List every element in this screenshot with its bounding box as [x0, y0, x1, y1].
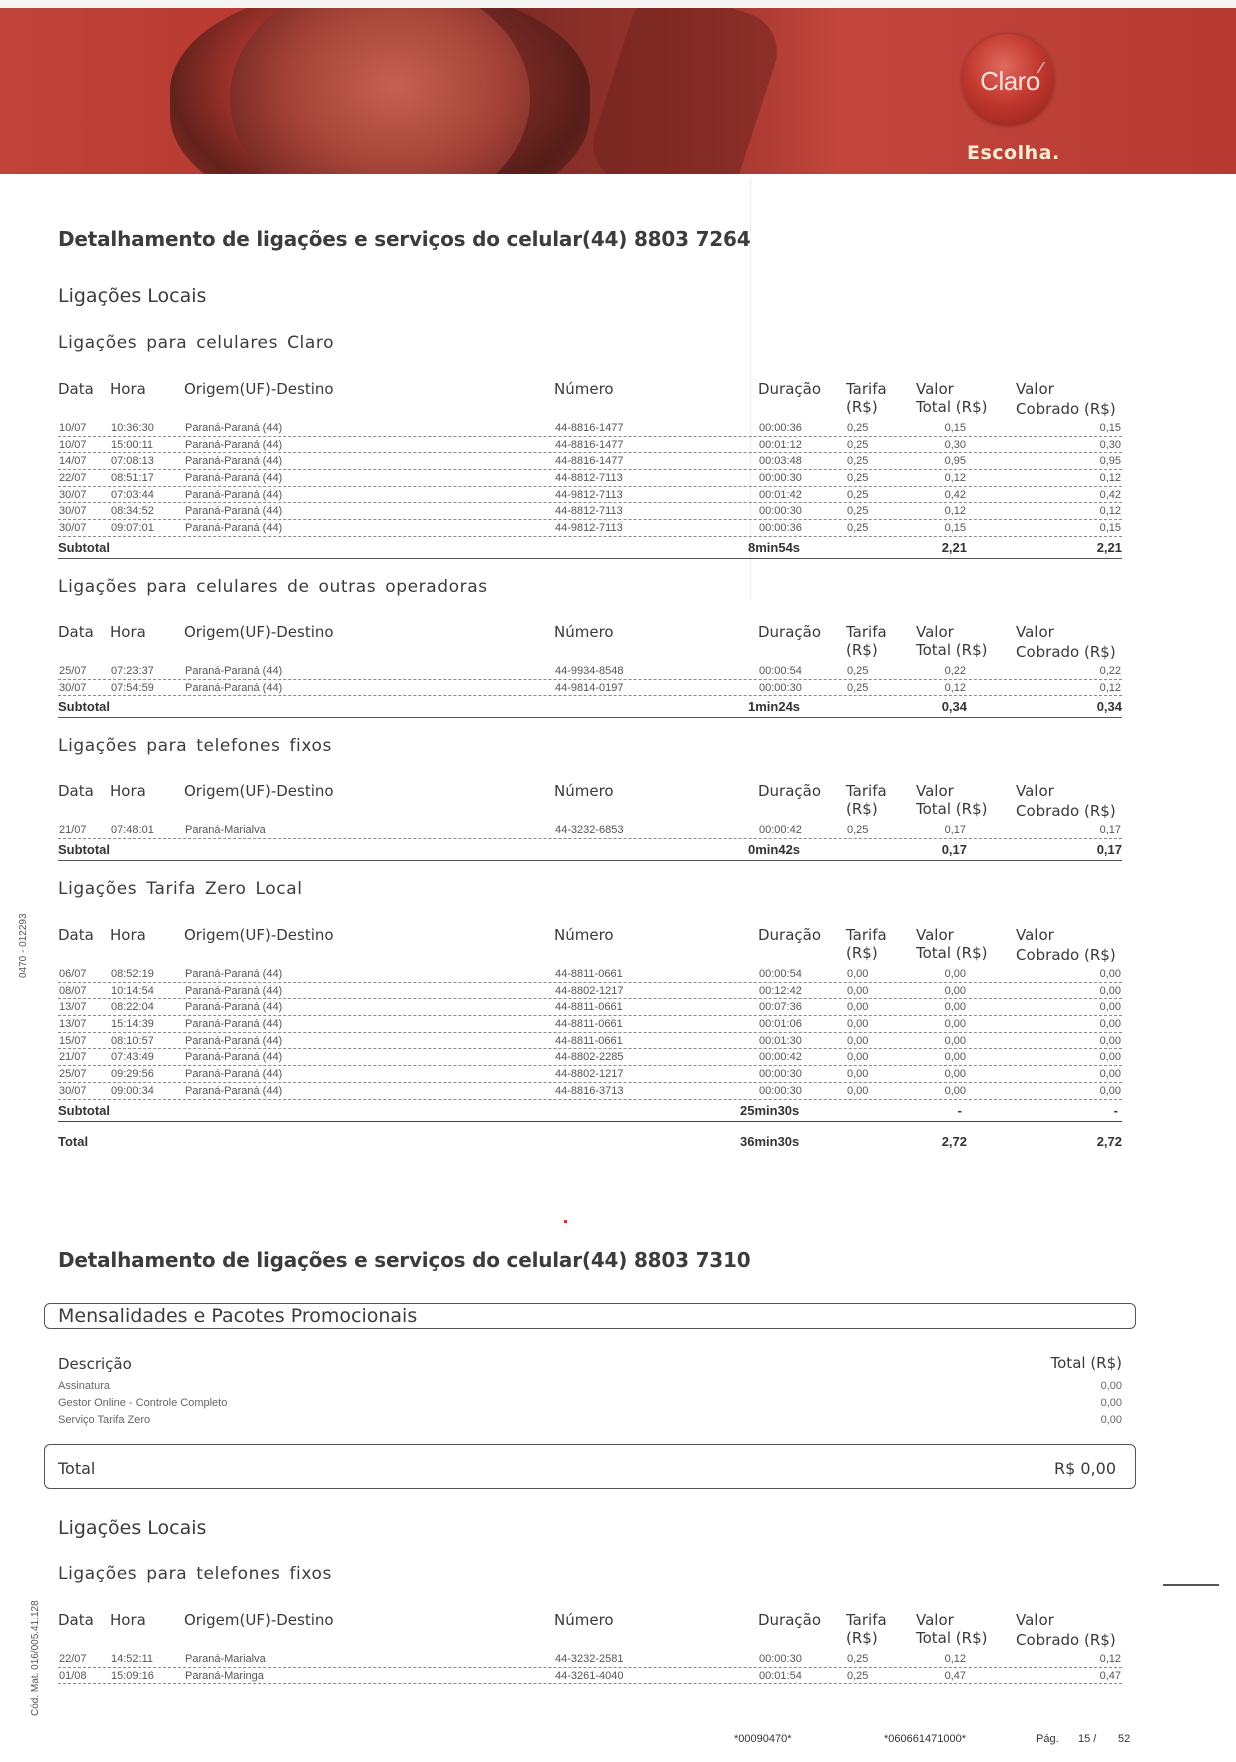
cell-valor_total: 0,22: [944, 665, 966, 677]
table-row: [58, 1033, 1122, 1050]
table-row: [58, 487, 1122, 504]
cell-hora: 15:14:39: [111, 1018, 154, 1031]
cell-data: 13/07: [59, 1001, 87, 1014]
banner-tagline: Escolha.: [967, 142, 1060, 164]
cell-data: 30/07: [59, 1084, 87, 1097]
subtotal-row: Subtotal 1min24s 0,34 0,34: [58, 696, 1122, 718]
cell-numero: 44-8802-1217: [555, 1068, 624, 1081]
cell-valor_cobrado: 0,47: [1099, 1669, 1121, 1682]
section-title: Ligações para telefones fixos: [58, 736, 332, 756]
cell-valor_cobrado: 0,00: [1099, 968, 1121, 980]
claro-rays-icon: ⁄: [1040, 60, 1043, 77]
cell-data: 06/07: [59, 968, 87, 980]
cell-numero: 44-8816-3713: [555, 1084, 624, 1097]
cell-valor_total: 0,47: [944, 1669, 966, 1682]
table-row: [58, 503, 1122, 520]
rows: [58, 663, 1122, 696]
cell-duracao: 00:00:30: [759, 1653, 802, 1665]
subtotal-row: Subtotal 8min54s 2,21 2,21: [58, 537, 1122, 559]
cell-origem: Paraná-Paraná (44): [185, 1034, 283, 1047]
col-tarifa: Tarifa (R$): [846, 380, 887, 416]
rows: [58, 420, 1122, 537]
cell-tarifa: 0,00: [847, 1018, 869, 1031]
margin-code-top: 0470 - 012293: [18, 913, 29, 978]
cell-numero: 44-8816-1477: [555, 422, 624, 434]
cell-duracao: 00:12:42: [759, 984, 802, 997]
cell-origem: Paraná-Paraná (44): [185, 505, 283, 518]
cell-duracao: 00:00:42: [759, 824, 802, 836]
cell-tarifa: 0,25: [847, 1653, 869, 1665]
cell-valor_cobrado: 0,00: [1099, 1051, 1121, 1064]
cell-numero: 44-3232-6853: [555, 824, 624, 836]
cell-valor_total: 0,00: [944, 1084, 966, 1097]
cell-valor_cobrado: 0,15: [1099, 522, 1121, 535]
account1-title: Detalhamento de ligações e serviços do celular(44) 8803 7264: [58, 227, 751, 251]
margin-line: [1163, 1584, 1219, 1586]
cell-numero: 44-9812-7113: [555, 522, 623, 535]
cell-tarifa: 0,25: [847, 422, 869, 434]
cell-origem: Paraná-Paraná (44): [185, 1084, 283, 1097]
cell-duracao: 00:01:06: [759, 1018, 802, 1031]
cell-valor_total: 0,12: [944, 472, 966, 485]
cell-data: 10/07: [59, 422, 87, 434]
cell-duracao: 00:00:54: [759, 665, 802, 677]
cell-valor_total: 0,00: [944, 1034, 966, 1047]
claro-banner: [0, 8, 1236, 174]
calls-table-fixos-2: [58, 1611, 1122, 1684]
cell-data: 30/07: [59, 681, 87, 694]
cell-duracao: 00:00:30: [759, 1068, 802, 1081]
table-header: Data Hora Origem(UF)-Destino Número Duração Tarifa (R$) Valor Total (R$) Valor Cobrado (R$): [58, 1611, 1116, 1649]
cell-origem: Paraná-Paraná (44): [185, 472, 283, 485]
cell-duracao: 00:00:42: [759, 1051, 802, 1064]
banner-photo-arm: [583, 8, 787, 174]
table-row: [58, 520, 1122, 537]
cell-tarifa: 0,25: [847, 472, 869, 485]
cell-origem: Paraná-Paraná (44): [185, 422, 283, 434]
cell-hora: 15:09:16: [111, 1669, 154, 1682]
col-origem: Origem(UF)-Destino: [184, 380, 334, 398]
cell-tarifa: 0,25: [847, 455, 869, 468]
rows: [58, 1651, 1122, 1684]
cell-hora: 07:54:59: [111, 681, 154, 694]
cell-data: 22/07: [59, 1653, 87, 1665]
table-row: [58, 1083, 1122, 1100]
cell-numero: 44-8811-0661: [555, 968, 623, 980]
cell-data: 21/07: [59, 824, 87, 836]
cell-data: 15/07: [59, 1034, 87, 1047]
cell-tarifa: 0,25: [847, 438, 869, 451]
cell-numero: 44-9812-7113: [555, 488, 623, 501]
claro-logo-text: Claro: [980, 66, 1040, 96]
table-header: Data Hora Origem(UF)-Destino Número Duração Tarifa (R$) Valor Total (R$) Valor Cobrado (R$): [58, 926, 1116, 964]
cell-duracao: 00:00:36: [759, 422, 802, 434]
col-valor-cobrado: Valor Cobrado (R$): [1016, 380, 1116, 418]
cell-hora: 07:08:13: [111, 455, 154, 468]
cell-hora: 07:48:01: [111, 824, 154, 836]
cell-valor_cobrado: 0,12: [1099, 681, 1121, 694]
mensalidades-total-label: Total: [58, 1459, 96, 1478]
cell-tarifa: 0,25: [847, 824, 869, 836]
cell-valor_total: 0,00: [944, 968, 966, 980]
cell-origem: Paraná-Paraná (44): [185, 984, 283, 997]
calls-table-claro: [58, 380, 1122, 559]
cell-numero: 44-8811-0661: [555, 1034, 623, 1047]
cell-hora: 10:36:30: [111, 422, 154, 434]
cell-valor_cobrado: 0,00: [1099, 1068, 1121, 1081]
cell-hora: 09:29:56: [111, 1068, 154, 1081]
calls-table-outras: [58, 623, 1122, 718]
col-descricao: Descrição: [58, 1355, 132, 1373]
mensalidades-total-value: R$ 0,00: [1053, 1459, 1116, 1478]
cell-origem: Paraná-Paraná (44): [185, 1051, 283, 1064]
footer-code-1: *00090470*: [734, 1733, 792, 1745]
cell-valor_total: 0,15: [944, 422, 966, 434]
cell-valor_cobrado: 0,17: [1099, 824, 1121, 836]
cell-origem: Paraná-Paraná (44): [185, 522, 283, 535]
col-data: Data: [58, 380, 94, 398]
cell-hora: 07:43:49: [111, 1051, 154, 1064]
cell-duracao: 00:01:30: [759, 1034, 802, 1047]
cell-numero: 44-8802-2285: [555, 1051, 624, 1064]
col-duracao: Duração: [758, 380, 822, 398]
cell-tarifa: 0,00: [847, 1084, 869, 1097]
cell-valor_total: 0,15: [944, 522, 966, 535]
cell-tarifa: 0,00: [847, 1001, 869, 1014]
cell-valor_total: 0,30: [944, 438, 966, 451]
cell-valor_cobrado: 0,42: [1099, 488, 1121, 501]
cell-valor_cobrado: 0,12: [1099, 1653, 1121, 1665]
cell-origem: Paraná-Paraná (44): [185, 1001, 283, 1014]
cell-duracao: 00:00:30: [759, 505, 802, 518]
cell-valor_total: 0,00: [944, 984, 966, 997]
calls-table-fixos: [58, 782, 1122, 861]
table-row: [58, 1668, 1122, 1685]
section-title: Ligações para celulares de outras operadoras: [58, 577, 488, 597]
rows: [58, 966, 1122, 1100]
cell-valor_cobrado: 0,00: [1099, 1001, 1121, 1014]
cell-valor_total: 0,95: [944, 455, 966, 468]
cell-tarifa: 0,00: [847, 968, 869, 980]
page-total: 52: [1118, 1733, 1131, 1745]
cell-valor_total: 0,17: [944, 824, 966, 836]
cell-origem: Paraná-Marialva: [185, 1653, 266, 1665]
cell-valor_total: 0,00: [944, 1018, 966, 1031]
cell-hora: 08:22:04: [111, 1001, 154, 1014]
table-row: [58, 1049, 1122, 1066]
cell-hora: 07:03:44: [111, 488, 154, 501]
cell-hora: 09:00:34: [111, 1084, 154, 1097]
cell-origem: Paraná-Maringa: [185, 1669, 264, 1682]
cell-valor_cobrado: 0,95: [1099, 455, 1121, 468]
cell-duracao: 00:01:42: [759, 488, 802, 501]
cell-tarifa: 0,25: [847, 488, 869, 501]
cell-valor_cobrado: 0,22: [1099, 665, 1121, 677]
cell-origem: Paraná-Paraná (44): [185, 1018, 283, 1031]
mensalidades-title: Mensalidades e Pacotes Promocionais: [58, 1305, 418, 1327]
cell-data: 25/07: [59, 665, 87, 677]
cell-origem: Paraná-Paraná (44): [185, 1068, 283, 1081]
cell-data: 30/07: [59, 488, 87, 501]
cell-valor_total: 0,00: [944, 1051, 966, 1064]
cell-hora: 08:51:17: [111, 472, 154, 485]
cell-tarifa: 0,25: [847, 1669, 869, 1682]
table-row: [58, 453, 1122, 470]
cell-tarifa: 0,25: [847, 681, 869, 694]
cell-numero: 44-8812-7113: [555, 472, 623, 485]
table-row: [58, 663, 1122, 680]
table-row: [58, 983, 1122, 1000]
cell-duracao: 00:00:30: [759, 472, 802, 485]
cell-duracao: 00:03:48: [759, 455, 802, 468]
col-numero: Número: [554, 380, 614, 398]
cell-hora: 07:23:37: [111, 665, 154, 677]
page-label: Pág.: [1036, 1733, 1059, 1745]
cell-origem: Paraná-Paraná (44): [185, 488, 283, 501]
cell-origem: Paraná-Paraná (44): [185, 681, 283, 694]
cell-numero: 44-8811-0661: [555, 1018, 623, 1031]
col-hora: Hora: [110, 380, 146, 398]
col-total: Total (R$): [1050, 1354, 1122, 1372]
cell-numero: 44-8802-1217: [555, 984, 624, 997]
margin-code-bottom: Cód. Mat. 016/005.41.128: [30, 1600, 41, 1716]
cell-data: 01/08: [59, 1669, 87, 1682]
cell-valor_cobrado: 0,00: [1099, 1018, 1121, 1031]
table-header: [58, 380, 1122, 420]
cell-numero: 44-8811-0661: [555, 1001, 623, 1014]
footer-code-2: *060661471000*: [884, 1733, 966, 1745]
cell-tarifa: 0,25: [847, 505, 869, 518]
cell-valor_cobrado: 0,12: [1099, 472, 1121, 485]
table-header: Data Hora Origem(UF)-Destino Número Duração Tarifa (R$) Valor Total (R$) Valor Cobrado (R$): [58, 623, 1116, 661]
cell-hora: 14:52:11: [111, 1653, 154, 1665]
subtotal-row: Subtotal 25min30s - -: [58, 1100, 1122, 1122]
cell-hora: 15:00:11: [111, 438, 154, 451]
cell-numero: 44-8812-7113: [555, 505, 623, 518]
cell-valor_total: 0,00: [944, 1068, 966, 1081]
cell-valor_total: 0,12: [944, 681, 966, 694]
cell-tarifa: 0,25: [847, 665, 869, 677]
cell-origem: Paraná-Paraná (44): [185, 968, 283, 980]
cell-data: 14/07: [59, 455, 87, 468]
cell-data: 10/07: [59, 438, 87, 451]
mensalidade-item: Assinatura 0,00: [58, 1380, 1122, 1392]
cell-valor_cobrado: 0,00: [1099, 1084, 1121, 1097]
cell-hora: 10:14:54: [111, 984, 154, 997]
section-title: Ligações para telefones fixos: [58, 1564, 332, 1584]
cell-numero: 44-9934-8548: [555, 665, 624, 677]
cell-numero: 44-8816-1477: [555, 438, 624, 451]
table-row: [58, 420, 1122, 437]
cell-data: 22/07: [59, 472, 87, 485]
cell-data: 13/07: [59, 1018, 87, 1031]
table-row: [58, 1651, 1122, 1668]
account1-group-title: Ligações Locais: [58, 285, 207, 307]
cell-tarifa: 0,00: [847, 1051, 869, 1064]
cell-duracao: 00:00:36: [759, 522, 802, 535]
cell-duracao: 00:07:36: [759, 1001, 802, 1014]
cell-valor_total: 0,12: [944, 505, 966, 518]
cell-valor_cobrado: 0,15: [1099, 422, 1121, 434]
cell-valor_cobrado: 0,00: [1099, 984, 1121, 997]
table-row: [58, 1016, 1122, 1033]
cell-numero: 44-3232-2581: [555, 1653, 624, 1665]
cell-hora: 08:10:57: [111, 1034, 154, 1047]
cell-duracao: 00:00:54: [759, 968, 802, 980]
total-row: Total 36min30s 2,72 2,72: [58, 1133, 1122, 1149]
calls-table-tarifa-zero: [58, 926, 1122, 1152]
banner-photo-face: [230, 8, 530, 174]
cell-origem: Paraná-Paraná (44): [185, 665, 283, 677]
mensalidade-item: Serviço Tarifa Zero 0,00: [58, 1414, 1122, 1426]
table-row: [58, 680, 1122, 697]
cell-tarifa: 0,00: [847, 984, 869, 997]
table-row: [58, 822, 1122, 839]
cell-duracao: 00:01:12: [759, 438, 802, 451]
subtotal-row: Subtotal 0min42s 0,17 0,17: [58, 839, 1122, 861]
cell-origem: Paraná-Paraná (44): [185, 438, 283, 451]
col-valor-total: Valor Total (R$): [916, 380, 988, 416]
cell-origem: Paraná-Paraná (44): [185, 455, 283, 468]
cell-hora: 09:07:01: [111, 522, 154, 535]
cell-duracao: 00:00:30: [759, 1084, 802, 1097]
cell-data: 08/07: [59, 984, 87, 997]
cell-tarifa: 0,00: [847, 1068, 869, 1081]
cell-data: 21/07: [59, 1051, 87, 1064]
scan-mark: [564, 1220, 567, 1223]
account2-group-title: Ligações Locais: [58, 1517, 207, 1539]
table-row: [58, 1066, 1122, 1083]
cell-numero: 44-3261-4040: [555, 1669, 624, 1682]
page-current: 15 /: [1078, 1733, 1097, 1745]
rows: [58, 822, 1122, 839]
cell-numero: 44-9814-0197: [555, 681, 624, 694]
cell-valor_cobrado: 0,30: [1099, 438, 1121, 451]
cell-data: 25/07: [59, 1068, 87, 1081]
cell-origem: Paraná-Marialva: [185, 824, 266, 836]
table-row: [58, 437, 1122, 454]
table-header: Data Hora Origem(UF)-Destino Número Duração Tarifa (R$) Valor Total (R$) Valor Cobrado (R$): [58, 782, 1116, 820]
cell-duracao: 00:01:54: [759, 1669, 802, 1682]
cell-tarifa: 0,00: [847, 1034, 869, 1047]
section-title: Ligações Tarifa Zero Local: [58, 879, 303, 899]
cell-duracao: 00:00:30: [759, 681, 802, 694]
cell-hora: 08:52:19: [111, 968, 154, 980]
table-row: [58, 470, 1122, 487]
account2-title: Detalhamento de ligações e serviços do celular(44) 8803 7310: [58, 1248, 751, 1272]
cell-valor_total: 0,12: [944, 1653, 966, 1665]
cell-data: 30/07: [59, 522, 87, 535]
cell-valor_cobrado: 0,12: [1099, 505, 1121, 518]
section-title: Ligações para celulares Claro: [58, 333, 335, 353]
cell-numero: 44-8816-1477: [555, 455, 624, 468]
cell-valor_cobrado: 0,00: [1099, 1034, 1121, 1047]
table-row: [58, 999, 1122, 1016]
cell-tarifa: 0,25: [847, 522, 869, 535]
cell-data: 30/07: [59, 505, 87, 518]
cell-valor_total: 0,00: [944, 1001, 966, 1014]
cell-valor_total: 0,42: [944, 488, 966, 501]
mensalidade-item: Gestor Online - Controle Completo 0,00: [58, 1397, 1122, 1409]
cell-hora: 08:34:52: [111, 505, 154, 518]
mensalidades-total-box: [44, 1444, 1136, 1489]
table-row: [58, 966, 1122, 983]
